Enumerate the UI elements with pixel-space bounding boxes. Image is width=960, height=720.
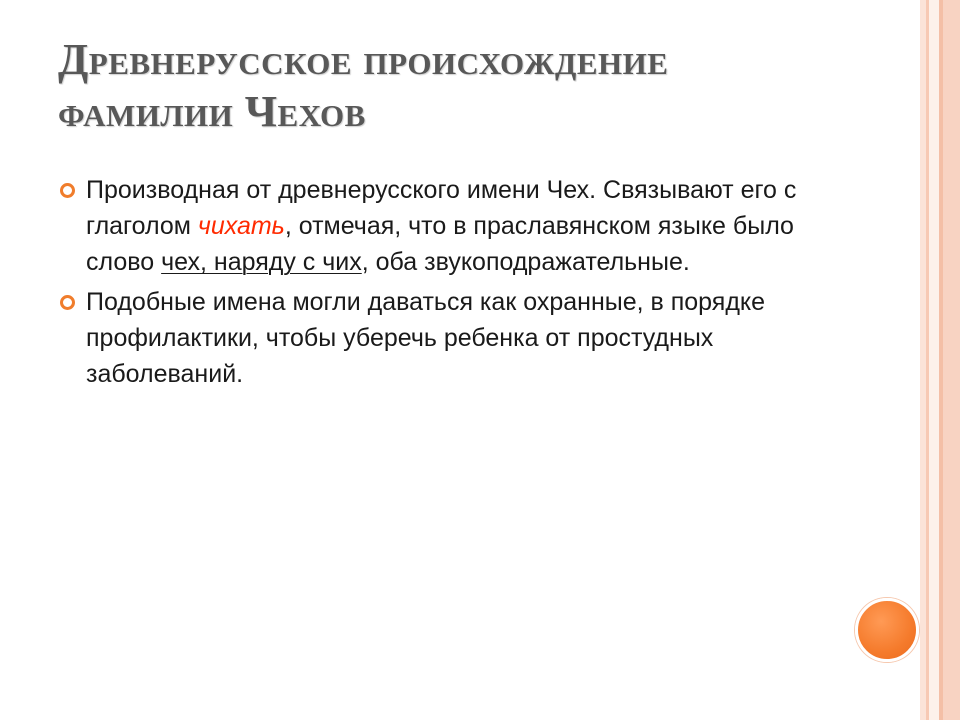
decorative-stripe — [929, 0, 939, 720]
bullet-item-1 — [58, 172, 858, 280]
highlighted-word: чихать — [197, 212, 285, 240]
slide-title-line-1: Древнерусское происхождение — [58, 35, 669, 84]
slide-title — [58, 34, 838, 138]
bullet-item-2 — [58, 284, 858, 392]
underlined-phrase: чех, наряду с чих — [161, 248, 362, 276]
decorative-stripe — [943, 0, 960, 720]
ring-bullet-icon — [60, 295, 75, 310]
orange-circle-decoration — [855, 598, 919, 662]
ring-bullet-icon — [60, 183, 75, 198]
bullet-text: Подобные имена могли даваться как охранные, в порядке профилактики, чтобы уберечь ребенка от простудных заболеваний. — [86, 288, 766, 388]
bullet-text — [86, 176, 796, 276]
bullet-text-segment: Производная от древнерусского имени Чех. Связывают его с глаголом — [86, 176, 797, 240]
bullet-text-segment: , отмечая, что в праславянском языке было слово — [86, 212, 794, 276]
bullet-text-segment: , оба звукоподражательные. — [361, 248, 690, 276]
slide-title-line-2: фамилии Чехов — [58, 87, 366, 136]
bullet-list — [58, 172, 858, 396]
